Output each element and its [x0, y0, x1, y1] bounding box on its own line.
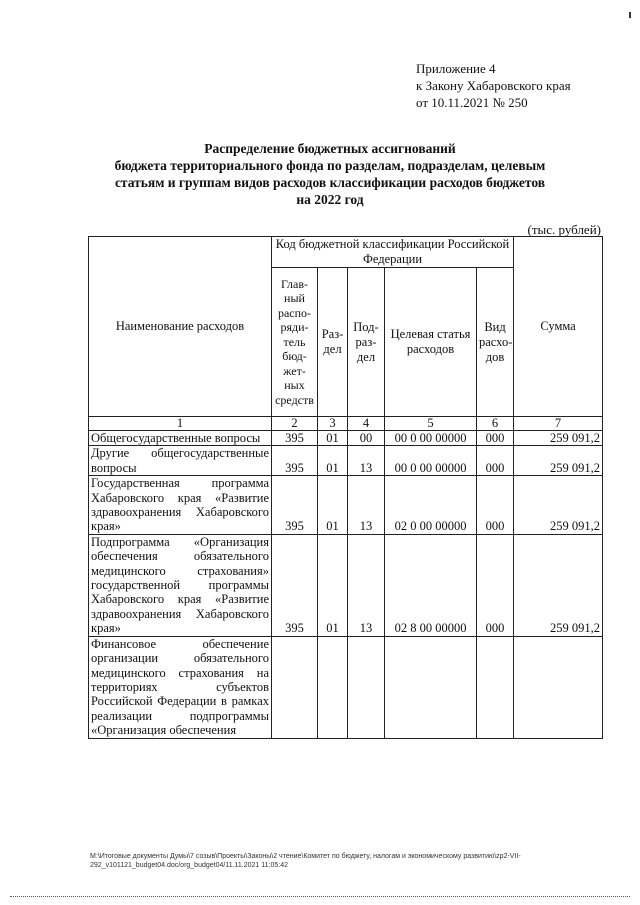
row-target: [385, 636, 477, 738]
row-subsection: 13: [348, 534, 385, 636]
table-row: [89, 636, 603, 738]
row-section: 01: [318, 431, 348, 446]
header-grbs: Глав-ный распо-ряди-тель бюд-жет-ных средств: [272, 268, 318, 417]
header-code-group: Код бюджетной классификации Российской Федерации: [272, 237, 514, 268]
row-target: 00 0 00 00000: [385, 446, 477, 476]
row-section: 01: [318, 446, 348, 476]
header-sum: Сумма: [514, 237, 603, 417]
row-sum: [514, 636, 603, 738]
row-grbs: 395: [272, 476, 318, 535]
title-line: бюджета территориального фонда по разделам, подразделам, целевым: [114, 158, 546, 173]
file-path-footer: M:\Итоговые документы Думы\7 созыв\Проекты\Законы\2 чтение\Комитет по бюджету, налогам и экономическому развитию\zp2-VII-292_v101121_budget04.doc/org_budget04/11.11.2021 11:05:42: [90, 853, 521, 869]
row-type: [477, 636, 514, 738]
column-number: 4: [348, 417, 385, 431]
row-target: 00 0 00 00000: [385, 431, 477, 446]
row-grbs: 395: [272, 534, 318, 636]
header-type: Вид расхо-дов: [477, 268, 514, 417]
row-name: Государственная программа Хабаровского края «Развитие здравоохранения Хабаровского края»: [89, 476, 272, 535]
row-name: Подпрограмма «Организация обеспечения обязательного медицинского страхования» государственной программы Хабаровского края «Развитие здравоохранения Хабаровского края»: [89, 534, 272, 636]
row-subsection: 13: [348, 476, 385, 535]
row-subsection: [348, 636, 385, 738]
header-subsection: Под-раз-дел: [348, 268, 385, 417]
row-subsection: 13: [348, 446, 385, 476]
unit-label: (тыс. рублей): [527, 222, 601, 237]
edge-mark: [629, 12, 631, 18]
row-target: 02 8 00 00000: [385, 534, 477, 636]
column-number: 5: [385, 417, 477, 431]
row-target: 02 0 00 00000: [385, 476, 477, 535]
row-subsection: 00: [348, 431, 385, 446]
row-sum: 259 091,2: [514, 534, 603, 636]
row-grbs: 395: [272, 446, 318, 476]
column-number: 7: [514, 417, 603, 431]
row-name: Общегосударственные вопросы: [89, 431, 272, 446]
header-target: Целевая статья расходов: [385, 268, 477, 417]
row-type: 000: [477, 446, 514, 476]
table-row: [89, 431, 603, 446]
row-section: 01: [318, 534, 348, 636]
document-title: [95, 140, 565, 208]
appendix-line: Приложение 4: [416, 61, 496, 76]
row-sum: 259 091,2: [514, 431, 603, 446]
row-type: 000: [477, 431, 514, 446]
row-name: Финансовое обеспечение организации обязательного медицинского страхования на территориях субъектов Российской Федерации в рамках реализации подпрограммы «Организация обеспечения: [89, 636, 272, 738]
table-row: [89, 446, 603, 476]
header-row-top: [89, 237, 603, 268]
row-sum: 259 091,2: [514, 476, 603, 535]
title-line: на 2022 год: [296, 192, 364, 207]
column-number: 3: [318, 417, 348, 431]
table-row: [89, 476, 603, 535]
column-number: 6: [477, 417, 514, 431]
column-number: 1: [89, 417, 272, 431]
budget-table: [88, 236, 603, 739]
header-section: Раз-дел: [318, 268, 348, 417]
table-row: [89, 534, 603, 636]
row-sum: 259 091,2: [514, 446, 603, 476]
column-number: 2: [272, 417, 318, 431]
appendix-line: от 10.11.2021 № 250: [416, 95, 528, 110]
title-line: статьям и группам видов расходов классификации расходов бюджетов: [114, 175, 546, 190]
column-number-row: [89, 417, 603, 431]
appendix-block: [416, 60, 571, 111]
row-type: 000: [477, 534, 514, 636]
row-name: Другие общегосударственные вопросы: [89, 446, 272, 476]
title-line: Распределение бюджетных ассигнований: [204, 141, 456, 156]
appendix-line: к Закону Хабаровского края: [416, 78, 571, 93]
row-section: 01: [318, 476, 348, 535]
row-grbs: [272, 636, 318, 738]
header-name: Наименование расходов: [89, 237, 272, 417]
row-section: [318, 636, 348, 738]
row-type: 000: [477, 476, 514, 535]
dotted-divider: [10, 896, 630, 897]
row-grbs: 395: [272, 431, 318, 446]
